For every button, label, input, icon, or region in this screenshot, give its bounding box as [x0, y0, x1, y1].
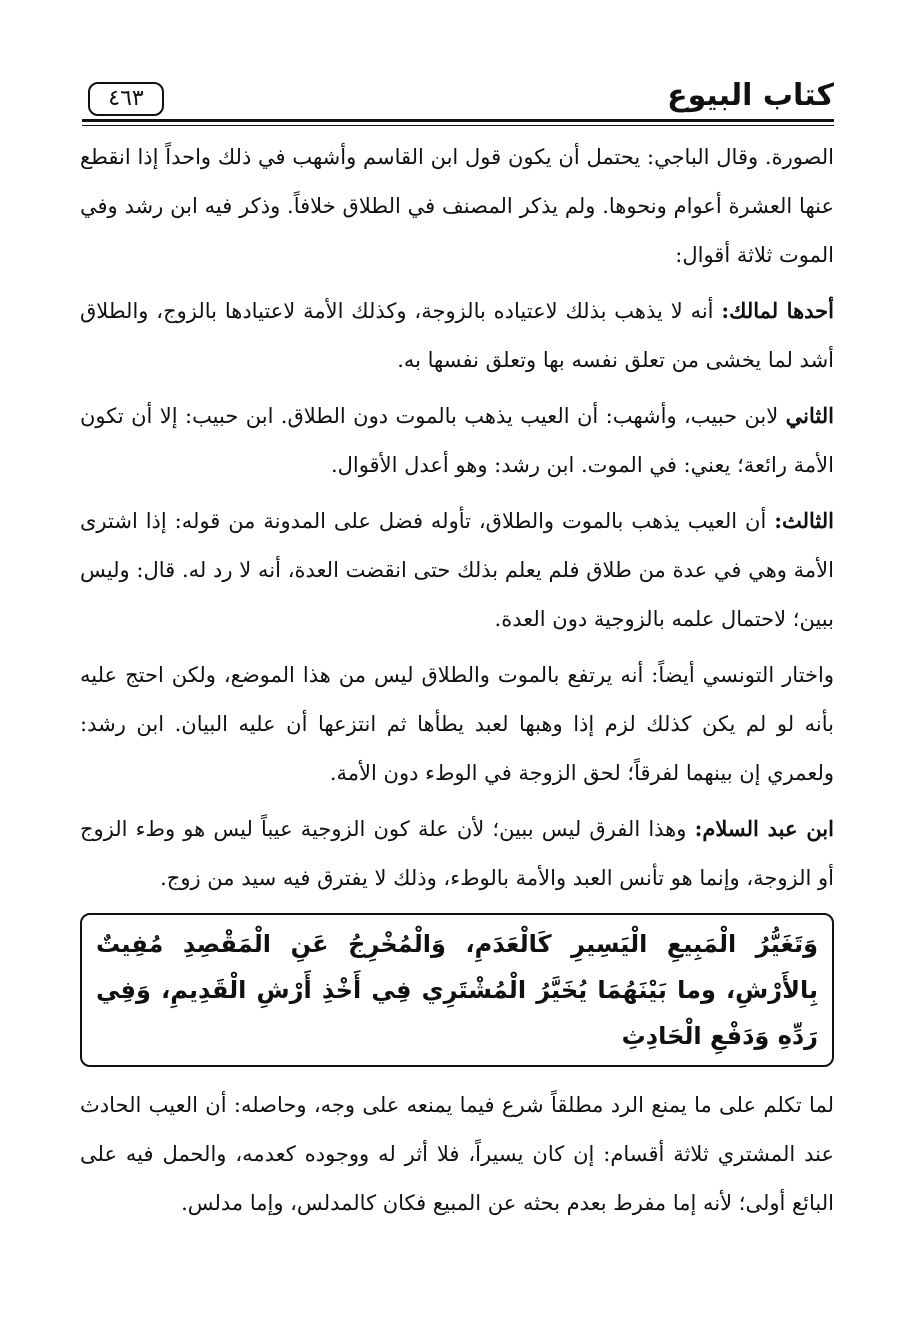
page-header [82, 68, 834, 120]
paragraph-text: الصورة. وقال الباجي: يحتمل أن يكون قول ابن القاسم وأشهب في ذلك واحداً إذا انقطع عنها العشرة أعوام ونحوها. ولم يذكر المصنف في الطلاق خلافاً. وذكر فيه ابن رشد وفي الموت ثلاثة أقوال: [80, 145, 834, 267]
paragraph-lead: أحدها لمالك: [721, 298, 834, 323]
book-title: كتاب البيوع [667, 78, 834, 113]
paragraph-lead: الثالث: [774, 508, 834, 533]
page-number: ٤٦٣ [88, 82, 164, 116]
paragraph-lead: ابن عبد السلام: [694, 816, 834, 841]
paragraph-text: واختار التونسي أيضاً: أنه يرتفع بالموت والطلاق ليس من هذا الموضع، ولكن احتج عليه بأنه لو لم يكن كذلك لزم إذا وهبها لعبد يطأها ثم انتزعها أن عليه البيان. ابن رشد: ولعمري إن بينهما لفرقاً؛ لحق الزوجة في الوطء دون الأمة. [80, 663, 834, 785]
paragraph-text: أن العيب يذهب بالموت والطلاق، تأوله فضل على المدونة من قوله: إذا اشترى الأمة وهي في عدة من طلاق فلم يعلم بذلك حتى انقضت العدة، أنه لا رد له. قال: وليس ببين؛ لاحتمال علمه بالزوجية دون العدة. [80, 509, 834, 631]
paragraph [80, 650, 834, 798]
paragraph [80, 391, 834, 490]
paragraph-text: لابن حبيب، وأشهب: أن العيب يذهب بالموت دون الطلاق. ابن حبيب: إلا أن تكون الأمة رائعة؛ يعني: في الموت. ابن رشد: وهو أعدل الأقوال. [80, 404, 834, 477]
header-rule [82, 119, 834, 122]
paragraph-lead: الثاني [785, 403, 834, 428]
paragraph-text: وهذا الفرق ليس ببين؛ لأن علة كون الزوجية عيباً ليس هو وطء الزوج أو الزوجة، وإنما هو تأنس العبد والأمة بالوطء، وذلك لا يفترق فيه سيد من زوج. [80, 817, 834, 890]
page-body [80, 132, 834, 1234]
header-rule-thin [82, 125, 834, 126]
paragraph [80, 496, 834, 644]
paragraph [80, 132, 834, 280]
paragraph-text: أنه لا يذهب بذلك لاعتياده بالزوجة، وكذلك الأمة لاعتيادها بالزوج، والطلاق أشد لما يخشى من تعلق نفسه بها وتعلق نفسها به. [80, 299, 834, 372]
commentary-paragraph: لما تكلم على ما يمنع الرد مطلقاً شرع فيما يمنعه على وجه، وحاصله: أن العيب الحادث عند المشتري ثلاثة أقسام: إن كان يسيراً، فلا أثر له ووجوده كعدمه، والحمل فيه على البائع أولى؛ لأنه إما مفرط بعدم بحثه عن المبيع فكان كالمدلس، وإما مدلس. [80, 1093, 834, 1215]
paragraph [80, 804, 834, 903]
paragraph [80, 286, 834, 385]
matn-box: وَتَغَيُّرُ الْمَبِيعِ الْيَسِيرِ كَالْعَدَمِ، وَالْمُخْرِجُ عَنِ الْمَقْصِدِ مُفِيتٌ بِالأَرْشِ، وما بَيْنَهُمَا يُخَيَّرُ الْمُشْتَرِي فِي أَخْذِ أَرْشِ الْقَدِيمِ، وَفِي رَدِّهِ وَدَفْعِ الْحَادِثِ [80, 913, 834, 1067]
